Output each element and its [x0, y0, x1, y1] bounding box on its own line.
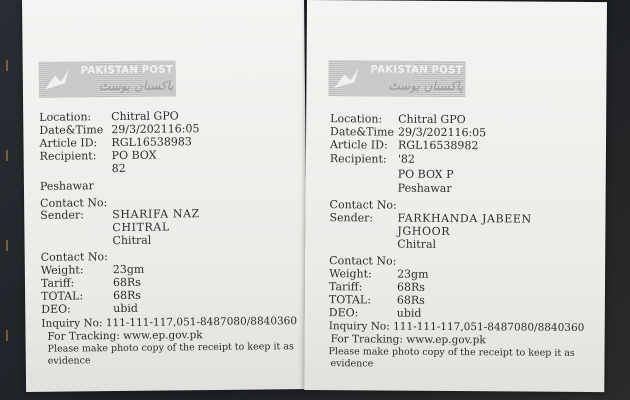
recipient-line: '82 — [397, 152, 415, 166]
recipient-line: PO BOX — [111, 148, 157, 163]
sender-line: Chitral — [112, 233, 152, 248]
total-value: 68Rs — [396, 293, 425, 307]
contact-label: Contact No: — [40, 250, 108, 264]
total-value: 68Rs — [113, 288, 142, 303]
recipient-line: PO BOX P — [397, 167, 454, 182]
deo-label: DEO: — [41, 302, 71, 316]
contact-label: Contact No: — [40, 196, 108, 210]
total-label: TOTAL: — [41, 289, 84, 303]
datetime-label: Date&Time — [39, 123, 104, 137]
sender-label: Sender: — [40, 208, 84, 222]
fabric-stitch — [6, 240, 8, 251]
deo-value: ubid — [113, 301, 138, 316]
recipient-line: 82 — [111, 161, 126, 176]
weight-label: Weight: — [40, 263, 84, 277]
fabric-stitch — [6, 150, 8, 161]
sender-line: CHITRAL — [112, 220, 170, 235]
note-line: evidence — [47, 355, 91, 367]
location-value: Chitral GPO — [398, 112, 466, 127]
total-label: TOTAL: — [328, 293, 371, 307]
bird-emblem-icon — [328, 60, 368, 96]
weight-value: 23gm — [112, 262, 145, 277]
logo-text: PAKISTAN POST — [370, 64, 463, 77]
postal-receipt-right — [304, 0, 607, 392]
postal-receipt-left — [22, 0, 308, 392]
weight-label: Weight: — [329, 267, 372, 281]
note-line: Please make photo copy of the receipt to keep it as — [328, 346, 575, 359]
deo-label: DEO: — [328, 306, 359, 320]
sender-label: Sender: — [329, 211, 374, 225]
sender-line: FARKHANDA JABEEN — [397, 211, 532, 226]
sender-line: Chitral — [397, 237, 437, 251]
logo-text: PAKISTAN POST — [80, 64, 174, 77]
datetime-label: Date&Time — [330, 125, 395, 139]
recipient-label: Recipient: — [329, 152, 387, 166]
location-label: Location: — [39, 110, 92, 124]
datetime-value: 29/3/202116:05 — [398, 125, 487, 140]
contact-label: Contact No: — [329, 254, 397, 268]
fabric-stitch — [6, 330, 8, 341]
article-label: Article ID: — [39, 136, 98, 150]
location-label: Location: — [330, 112, 383, 126]
tracking-text: For Tracking: www.ep.gov.pk — [47, 329, 203, 343]
article-label: Article ID: — [329, 138, 388, 152]
recipient-line: Peshawar — [397, 181, 452, 196]
inquiry-text: Inquiry No: 111-111-117,051-8487080/8840360 — [41, 315, 298, 330]
inquiry-text: Inquiry No: 111-111-117,051-8487080/8840360 — [328, 320, 585, 334]
article-id: RGL16538982 — [397, 138, 479, 153]
contact-label: Contact No: — [329, 198, 397, 212]
deo-value: ubid — [396, 306, 422, 320]
recipient-line: Peshawar — [39, 179, 94, 193]
sender-line: JGHOOR — [397, 224, 451, 239]
tariff-label: Tariff: — [328, 280, 363, 294]
weight-value: 23gm — [397, 267, 429, 281]
location-value: Chitral GPO — [111, 109, 179, 124]
tariff-value: 68Rs — [112, 275, 141, 290]
note-line: Please make photo copy of the receipt to keep it as — [47, 341, 294, 355]
tariff-value: 68Rs — [396, 280, 425, 294]
tariff-label: Tariff: — [40, 276, 75, 290]
pakistan-post-logo — [328, 60, 465, 97]
recipient-label: Recipient: — [39, 149, 97, 163]
fabric-stitch — [6, 60, 8, 71]
logo-script: پاکستان پوسٹ — [98, 78, 174, 94]
note-line: evidence — [330, 358, 374, 370]
pakistan-post-logo — [39, 60, 176, 97]
article-id: RGL16538983 — [111, 135, 192, 150]
logo-script: پاکستان پوسٹ — [388, 78, 464, 94]
tracking-text: For Tracking: www.ep.gov.pk — [330, 333, 486, 347]
datetime-value: 29/3/202116:05 — [111, 122, 200, 137]
bird-emblem-icon — [39, 61, 79, 97]
sender-line: SHARIFA NAZ — [112, 207, 200, 222]
